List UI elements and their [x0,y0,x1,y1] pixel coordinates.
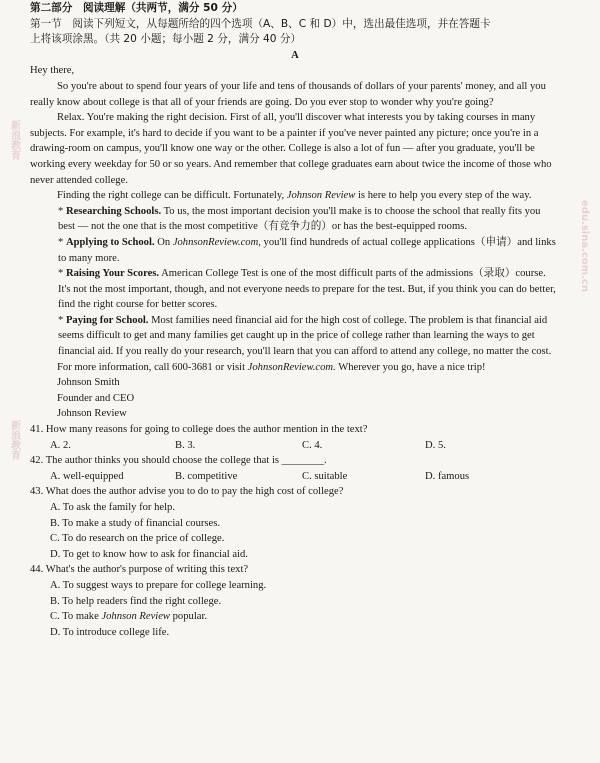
question-43-options [30,500,560,562]
question-44-option-d[interactable]: D. To introduce college life. [50,626,170,638]
bullet-title: Raising Your Scores. [65,268,160,280]
text: Wherever you go, have a [335,361,445,373]
paragraph-1 [30,79,560,110]
question-42-option-c[interactable]: C. suitable [302,470,348,482]
text: American College Test is one of the most difficult parts of the [159,268,424,280]
closing [30,360,560,376]
question-42-options [30,469,560,485]
question-41-option-a[interactable]: A. 2. [50,439,71,451]
bullet-title: Paying for School. [65,314,149,326]
question-42-stem: 42. The author thinks you should choose the college that is ________. [30,455,327,467]
question-44-option-b[interactable]: B. To help readers find the right college. [50,595,222,607]
bullet-line: problem is that financial aid seems difficult to get and many families get caught up in the [58,314,548,342]
paragraph-2-line: Relax. You're making the right decision. First of all, you'll discover what interests you by [57,112,435,124]
paragraph-2-line: attended college. [56,174,128,186]
section-instruction-line2: 上将该项涂黑。（共 20 小题；每小题 2 分，满分 40 分） [30,33,302,46]
bullet-title: Applying to School. [65,236,155,248]
watermark: 新浪教育 [8,120,20,160]
question-44-option-c[interactable] [50,609,560,625]
signature-title: Founder and CEO [57,392,135,404]
text: Finding the right college can be difficult. Fortunately, [57,190,287,202]
question-41-options [30,438,560,454]
bullet-star-icon: * [58,205,64,217]
question-42-option-a[interactable]: A. well-equipped [50,470,124,482]
question-44-options [30,578,560,640]
paragraph-3-line: step of the way. [465,190,532,202]
question-43-option-d[interactable]: D. To get to know how to ask for financial aid. [50,548,248,560]
watermark: edu.sina.com.cn [579,200,590,292]
question-44-option-a[interactable]: A. To suggest ways to prepare for college learning. [50,579,267,591]
bullet-raising-scores [30,266,560,313]
bullet-line: school that really fits you best — not the one that is the most competitive（有竞争力的）or [58,205,541,233]
bullet-paying-for-school [30,313,560,360]
passage-label: A [291,49,299,61]
bullet-applying-to-school [30,235,560,266]
section-instruction-line1: 第一节 阅读下列短文，从每题所给的四个选项（A、B、C 和 D）中，选出最佳选项，并在答题卡 [30,17,491,30]
paragraph-2-line: you've never painted any picture; once you're in a drawing-room on campus, you'll know one way [30,127,539,155]
bullet-researching-schools [30,204,560,235]
text: is here to help you every [355,190,463,202]
closing-line: nice trip! [447,361,486,373]
paragraph-2 [30,110,560,188]
paragraph-2-line: taking courses in many subjects. For example, it's hard to decide if you want to be a painter if [30,112,536,139]
question-41-option-b[interactable]: B. 3. [175,439,196,451]
signature-company: Johnson Review [57,408,127,420]
paragraph-1-line: So you're about to spend four years of your life and tens of thousands of dollars of your parents' [57,80,463,92]
brand-name: Johnson Review [286,190,356,202]
text: For more information, call 600-3681 or visit [57,361,248,373]
website-link: JohnsonReview.com [172,236,259,248]
paragraph-3 [30,188,560,204]
part-title: 第二部分 阅读理解（共两节，满分 50 分） [30,2,243,14]
question-41-option-c[interactable]: C. 4. [302,439,323,451]
paragraph-2-line: or the other. College is also a lot of fun — after you graduate, you'll be working every weekday for [30,143,535,170]
paragraph-2-line: 50 or so years. And remember that college graduates earn about twice the income of those who never [30,158,552,186]
question-43-option-b[interactable]: B. To make a study of financial courses. [50,517,220,529]
question-42-option-b[interactable]: B. competitive [175,470,238,482]
text: popular. [169,611,208,623]
bullet-line: applications（申请）and links to many more. [58,236,556,264]
bullet-line: research, you'll learn that you can afford to attend any college, no matter the cost. [206,346,552,358]
bullet-line: has the best-equipped rooms. [343,221,467,233]
text: C. To make [50,611,102,623]
question-43-option-c[interactable]: C. To do research on the price of college. [50,533,225,545]
signature-name: Johnson Smith [57,377,120,389]
question-43-option-a[interactable]: A. To ask the family for help. [50,502,175,513]
paragraph-1-line: to wonder why you're going? [369,96,494,108]
bullet-star-icon: * [58,314,64,326]
brand-name: Johnson Review [101,611,170,623]
bullet-star-icon: * [58,268,64,280]
bullet-line: admissions（录取）course. It's not the most important, though, and not everyone needs [58,268,546,295]
bullet-line: scores. [188,299,218,311]
bullet-title: Researching Schools. [65,205,162,217]
bullet-line: to prepare for the test. But, if you think you can do better, find the right course for better [58,283,556,311]
question-44-stem: 44. What's the author's purpose of writing this text? [30,564,249,576]
bullet-star-icon: * [58,236,64,248]
text: On [154,236,173,248]
watermark: 新浪教育 [8,420,20,460]
bullet-line: price of college rather than learning the ways to get financial aid. If you really do your [58,330,535,358]
text: To us, the most important decision you'll make is to choose the [161,205,431,217]
text: , you'll find hundreds of actual college [258,236,422,248]
question-43-stem: 43. What does the author advise you to do to pay the high cost of college? [30,486,344,498]
text: Most families need financial aid for the high cost of college. The [148,314,426,326]
greeting: Hey there, [30,65,75,77]
question-41-stem: 41. How many reasons for going to college does the author mention in the text? [30,424,368,436]
website-link: JohnsonReview.com. [247,361,336,373]
paragraph-1-line: money, and all you really know about college is that all of your friends are going. Do you ever stop [30,80,546,108]
question-42-option-d[interactable]: D. famous [425,470,470,482]
question-41-option-d[interactable]: D. 5. [425,439,446,451]
